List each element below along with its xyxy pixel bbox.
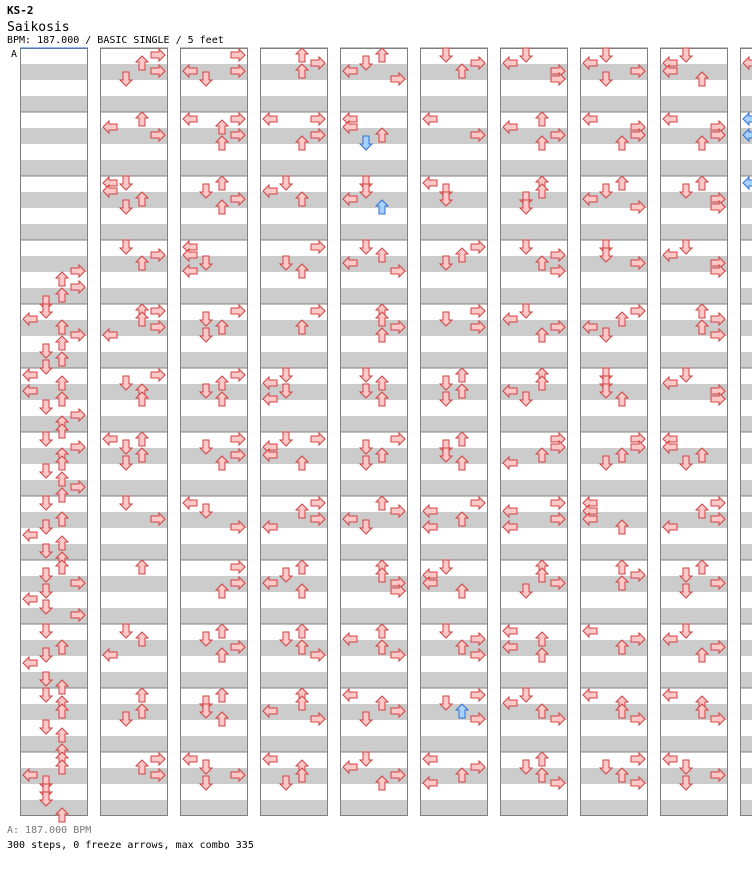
- beat-stripe: [100, 736, 168, 752]
- beat-stripe: [20, 672, 88, 688]
- step-arrow-left: [23, 657, 37, 669]
- beat-stripe: [100, 416, 168, 432]
- step-arrow-down: [40, 688, 52, 702]
- beat-stripe: [420, 800, 488, 816]
- beat-stripe: [420, 288, 488, 304]
- beat-stripe: [20, 64, 88, 80]
- step-arrow-up: [136, 432, 148, 446]
- step-arrow-down: [520, 304, 532, 318]
- beat-stripe: [660, 544, 728, 560]
- beat-stripe: [420, 256, 488, 272]
- beat-stripe: [500, 800, 568, 816]
- step-arrow-down: [120, 496, 132, 510]
- step-arrow-down: [280, 176, 292, 190]
- beat-stripe: [660, 800, 728, 816]
- beat-stripe: [420, 544, 488, 560]
- beat-stripe: [420, 672, 488, 688]
- beat-stripe: [580, 800, 648, 816]
- beat-stripe: [340, 608, 408, 624]
- beat-stripe: [580, 384, 648, 400]
- beat-stripe: [20, 704, 88, 720]
- beat-stripe: [180, 800, 248, 816]
- beat-stripe: [500, 672, 568, 688]
- beat-stripe: [740, 576, 752, 592]
- beat-stripe: [500, 544, 568, 560]
- beat-stripe: [260, 480, 328, 496]
- beat-stripe: [500, 160, 568, 176]
- step-arrow-up: [136, 688, 148, 702]
- beat-stripe: [100, 704, 168, 720]
- step-arrow-right: [471, 689, 485, 701]
- beat-stripe: [420, 96, 488, 112]
- beat-stripe: [20, 640, 88, 656]
- step-arrow-down: [680, 240, 692, 254]
- beat-stripe: [180, 480, 248, 496]
- beat-stripe: [20, 192, 88, 208]
- beat-stripe: [100, 576, 168, 592]
- beat-stripe: [740, 608, 752, 624]
- step-arrow-right: [631, 753, 645, 765]
- beat-stripe: [260, 96, 328, 112]
- step-arrow-left: [743, 177, 752, 189]
- step-arrow-right: [231, 561, 245, 573]
- beat-stripe: [500, 288, 568, 304]
- step-arrow-left: [663, 433, 677, 445]
- beat-stripe: [500, 608, 568, 624]
- beat-stripe: [180, 704, 248, 720]
- beat-stripe: [180, 224, 248, 240]
- beat-stripe: [740, 384, 752, 400]
- beat-stripe: [260, 768, 328, 784]
- beat-stripe: [660, 608, 728, 624]
- beat-stripe: [100, 800, 168, 816]
- step-arrow-right: [151, 369, 165, 381]
- beat-stripe: [180, 416, 248, 432]
- beat-stripe: [260, 256, 328, 272]
- beat-stripe: [420, 736, 488, 752]
- step-arrow-down: [520, 48, 532, 62]
- beat-stripe: [100, 672, 168, 688]
- step-arrow-down: [680, 624, 692, 638]
- beat-stripe: [260, 608, 328, 624]
- step-arrow-up: [616, 560, 628, 574]
- step-arrow-left: [103, 433, 117, 445]
- beat-stripe: [180, 352, 248, 368]
- step-arrow-left: [423, 177, 437, 189]
- beat-stripe: [580, 288, 648, 304]
- step-arrow-up: [536, 112, 548, 126]
- beat-stripe: [740, 224, 752, 240]
- beat-stripe: [740, 256, 752, 272]
- step-arrow-down: [520, 240, 532, 254]
- chart-column: [660, 48, 728, 816]
- step-arrow-left: [23, 529, 37, 541]
- beat-stripe: [420, 160, 488, 176]
- step-arrow-right: [231, 49, 245, 61]
- step-arrow-left: [23, 593, 37, 605]
- beat-stripe: [660, 96, 728, 112]
- beat-stripe: [740, 96, 752, 112]
- beat-stripe: [740, 448, 752, 464]
- beat-stripe: [500, 480, 568, 496]
- beat-stripe: [340, 288, 408, 304]
- step-arrow-left: [23, 369, 37, 381]
- beat-stripe: [180, 608, 248, 624]
- beat-stripe: [180, 160, 248, 176]
- song-title: Saikosis: [7, 20, 70, 35]
- beat-stripe: [100, 544, 168, 560]
- beat-stripe: [580, 352, 648, 368]
- beat-stripe: [660, 416, 728, 432]
- beat-stripe: [180, 672, 248, 688]
- beat-stripe: [500, 192, 568, 208]
- beat-stripe: [340, 352, 408, 368]
- chart-column: [260, 48, 328, 816]
- beat-stripe: [740, 800, 752, 816]
- beat-stripe: [20, 512, 88, 528]
- step-arrow-right: [631, 305, 645, 317]
- beat-stripe: [180, 288, 248, 304]
- footer-stats: 300 steps, 0 freeze arrows, max combo 335: [7, 840, 254, 851]
- chart-column: [340, 48, 408, 816]
- step-arrow-right: [311, 305, 325, 317]
- beat-stripe: [500, 96, 568, 112]
- beat-stripe: [100, 96, 168, 112]
- step-arrow-down: [680, 48, 692, 62]
- bpm-marker: A: [11, 49, 18, 60]
- step-arrow-left: [423, 113, 437, 125]
- beat-stripe: [660, 288, 728, 304]
- beat-stripe: [260, 800, 328, 816]
- beat-stripe: [260, 544, 328, 560]
- step-arrow-down: [120, 176, 132, 190]
- step-arrow-down: [440, 624, 452, 638]
- beat-stripe: [740, 480, 752, 496]
- beat-stripe: [740, 288, 752, 304]
- step-arrow-down: [360, 752, 372, 766]
- step-arrow-right: [471, 241, 485, 253]
- step-arrow-up: [616, 176, 628, 190]
- step-arrow-down: [40, 464, 52, 478]
- beat-stripe: [100, 480, 168, 496]
- beat-stripe: [100, 608, 168, 624]
- beat-stripe: [740, 160, 752, 176]
- beat-stripe: [100, 448, 168, 464]
- beat-stripe: [740, 352, 752, 368]
- beat-stripe: [260, 320, 328, 336]
- beat-stripe: [260, 416, 328, 432]
- step-arrow-left: [183, 753, 197, 765]
- step-arrow-left: [583, 497, 597, 509]
- beat-stripe: [100, 224, 168, 240]
- step-arrow-down: [40, 496, 52, 510]
- step-arrow-down: [120, 624, 132, 638]
- beat-stripe: [340, 480, 408, 496]
- step-arrow-down: [120, 240, 132, 254]
- step-arrow-up: [216, 624, 228, 638]
- beat-stripe: [420, 192, 488, 208]
- beat-stripe: [20, 352, 88, 368]
- beat-stripe: [100, 288, 168, 304]
- step-arrow-up: [376, 624, 388, 638]
- step-arrow-down: [520, 688, 532, 702]
- step-arrow-up: [696, 304, 708, 318]
- step-arrow-down: [440, 560, 452, 574]
- step-arrow-up: [376, 48, 388, 62]
- chart-column: [20, 48, 88, 822]
- beat-stripe: [740, 640, 752, 656]
- beat-stripe: [340, 96, 408, 112]
- beat-stripe: [340, 672, 408, 688]
- step-arrow-left: [743, 113, 752, 125]
- beat-stripe: [340, 736, 408, 752]
- beat-stripe: [420, 384, 488, 400]
- beat-stripe: [740, 704, 752, 720]
- step-arrow-down: [40, 432, 52, 446]
- beat-stripe: [340, 800, 408, 816]
- beat-stripe: [740, 768, 752, 784]
- step-arrow-up: [696, 176, 708, 190]
- chart-column: [100, 48, 168, 816]
- step-arrow-left: [263, 113, 277, 125]
- chart-column: [180, 48, 248, 816]
- beat-stripe: [580, 736, 648, 752]
- step-arrow-left: [583, 625, 597, 637]
- step-arrow-down: [280, 432, 292, 446]
- beat-stripe: [580, 416, 648, 432]
- step-arrow-left: [343, 689, 357, 701]
- beat-stripe: [740, 736, 752, 752]
- beat-stripe: [100, 352, 168, 368]
- beat-stripe: [420, 448, 488, 464]
- step-arrow-down: [360, 240, 372, 254]
- step-arrow-up: [696, 560, 708, 574]
- beat-stripe: [660, 480, 728, 496]
- step-arrow-left: [663, 753, 677, 765]
- beat-stripe: [740, 544, 752, 560]
- beat-stripe: [660, 352, 728, 368]
- step-arrow-left: [183, 497, 197, 509]
- beat-stripe: [180, 384, 248, 400]
- step-arrow-down: [40, 624, 52, 638]
- beat-stripe: [660, 672, 728, 688]
- beat-stripe: [740, 672, 752, 688]
- beat-stripe: [500, 352, 568, 368]
- step-arrow-down: [360, 368, 372, 382]
- step-arrow-left: [663, 689, 677, 701]
- beat-stripe: [500, 416, 568, 432]
- step-arrow-right: [231, 433, 245, 445]
- step-arrow-left: [423, 753, 437, 765]
- step-arrow-down: [40, 720, 52, 734]
- beat-stripe: [20, 96, 88, 112]
- step-arrow-left: [183, 113, 197, 125]
- step-arrow-up: [536, 752, 548, 766]
- step-arrow-up: [56, 560, 68, 574]
- beat-stripe: [180, 96, 248, 112]
- footer-bpm: A: 187.000 BPM: [7, 825, 92, 836]
- step-arrow-up: [296, 560, 308, 574]
- step-arrow-right: [151, 305, 165, 317]
- step-arrow-down: [40, 400, 52, 414]
- step-arrow-down: [280, 368, 292, 382]
- step-arrow-left: [103, 177, 117, 189]
- step-arrow-up: [216, 176, 228, 190]
- step-arrow-up: [456, 368, 468, 382]
- beat-stripe: [500, 224, 568, 240]
- beat-stripe: [100, 384, 168, 400]
- step-arrow-left: [583, 113, 597, 125]
- beat-stripe: [340, 384, 408, 400]
- chart-column: [420, 48, 488, 816]
- chart-id: KS-2: [7, 4, 34, 17]
- beat-stripe: [740, 320, 752, 336]
- step-arrow-right: [471, 497, 485, 509]
- step-arrow-right: [631, 433, 645, 445]
- beat-stripe: [420, 352, 488, 368]
- step-arrow-up: [136, 112, 148, 126]
- step-arrow-left: [663, 113, 677, 125]
- beat-stripe: [420, 416, 488, 432]
- beat-stripe: [660, 736, 728, 752]
- beat-stripe: [20, 224, 88, 240]
- step-arrow-up: [296, 48, 308, 62]
- beat-stripe: [580, 544, 648, 560]
- step-arrow-up: [376, 496, 388, 510]
- beat-stripe: [260, 736, 328, 752]
- step-arrow-down: [680, 368, 692, 382]
- beat-stripe: [100, 160, 168, 176]
- chart-column: [580, 48, 648, 816]
- step-arrow-left: [263, 753, 277, 765]
- step-arrow-up: [216, 688, 228, 702]
- beat-stripe: [260, 352, 328, 368]
- step-arrow-right: [231, 113, 245, 125]
- step-arrow-right: [311, 497, 325, 509]
- beat-stripe: [340, 224, 408, 240]
- step-arrow-right: [311, 113, 325, 125]
- chart-info: BPM: 187.000 / BASIC SINGLE / 5 feet: [7, 35, 224, 46]
- beat-stripe: [20, 736, 88, 752]
- step-arrow-right: [231, 305, 245, 317]
- beat-stripe: [340, 544, 408, 560]
- beat-stripe: [340, 160, 408, 176]
- beat-stripe: [580, 224, 648, 240]
- beat-stripe: [580, 96, 648, 112]
- beat-stripe: [20, 800, 88, 816]
- beat-stripe: [740, 192, 752, 208]
- step-arrow-right: [311, 433, 325, 445]
- step-arrow-right: [231, 369, 245, 381]
- beat-stripe: [740, 416, 752, 432]
- beat-stripe: [660, 160, 728, 176]
- step-arrow-right: [471, 305, 485, 317]
- beat-stripe: [20, 544, 88, 560]
- beat-stripe: [580, 160, 648, 176]
- beat-stripe: [340, 448, 408, 464]
- step-arrow-left: [183, 241, 197, 253]
- step-arrow-up: [296, 624, 308, 638]
- step-arrow-right: [551, 433, 565, 445]
- step-arrow-right: [311, 241, 325, 253]
- step-arrow-down: [440, 48, 452, 62]
- beat-stripe: [580, 608, 648, 624]
- beat-stripe: [260, 160, 328, 176]
- beat-stripe: [340, 416, 408, 432]
- step-arrow-up: [56, 272, 68, 286]
- step-arrow-right: [551, 497, 565, 509]
- beat-stripe: [260, 672, 328, 688]
- beat-stripe: [580, 672, 648, 688]
- step-arrow-right: [151, 49, 165, 61]
- beat-stripe: [420, 224, 488, 240]
- beat-stripe: [580, 480, 648, 496]
- step-arrow-left: [583, 689, 597, 701]
- beat-stripe: [20, 128, 88, 144]
- step-arrow-left: [503, 625, 517, 637]
- step-arrow-down: [600, 48, 612, 62]
- beat-stripe: [180, 736, 248, 752]
- step-arrow-up: [56, 336, 68, 350]
- chart-column: [500, 48, 568, 816]
- beat-stripe: [420, 608, 488, 624]
- beat-stripe: [260, 288, 328, 304]
- chart-column: [740, 48, 752, 816]
- beat-stripe: [260, 224, 328, 240]
- beat-stripe: [500, 736, 568, 752]
- step-arrow-up: [136, 560, 148, 574]
- beat-stripe: [740, 512, 752, 528]
- beat-stripe: [180, 544, 248, 560]
- beat-stripe: [20, 160, 88, 176]
- step-arrow-right: [391, 433, 405, 445]
- step-arrow-right: [711, 497, 725, 509]
- step-arrow-up: [456, 432, 468, 446]
- beat-stripe: [660, 224, 728, 240]
- step-arrow-right: [151, 753, 165, 765]
- beat-stripe: [180, 320, 248, 336]
- step-arrow-left: [343, 113, 357, 125]
- beat-stripe: [420, 480, 488, 496]
